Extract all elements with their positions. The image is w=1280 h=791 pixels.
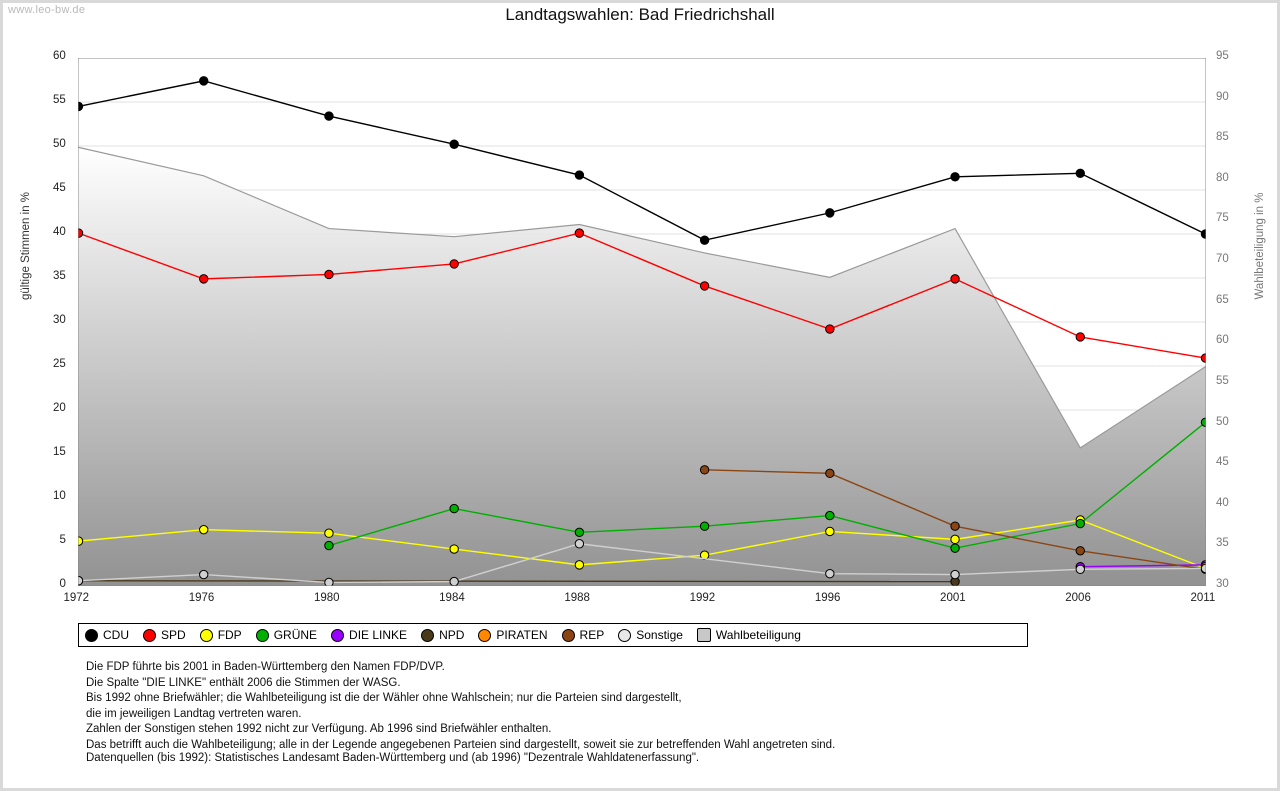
legend-item-label: SPD bbox=[161, 628, 186, 642]
legend-item-label: Sonstige bbox=[636, 628, 683, 642]
y-tick-right: 40 bbox=[1216, 496, 1229, 509]
y-tick-left: 15 bbox=[53, 446, 66, 458]
legend-marker-icon bbox=[331, 629, 344, 642]
y-tick-left: 50 bbox=[53, 138, 66, 150]
y-tick-left: 60 bbox=[53, 50, 66, 62]
series-point-sonstige bbox=[951, 570, 959, 578]
y-tick-right: 75 bbox=[1216, 212, 1229, 225]
series-point-grüne bbox=[700, 522, 708, 530]
series-point-cdu bbox=[450, 140, 458, 148]
series-point-spd bbox=[450, 260, 458, 268]
legend-marker-icon bbox=[143, 629, 156, 642]
series-point-spd bbox=[325, 270, 333, 278]
series-point-sonstige bbox=[450, 577, 458, 585]
legend-marker-icon bbox=[421, 629, 434, 642]
legend-item-fdp[interactable] bbox=[200, 628, 242, 642]
series-point-spd bbox=[575, 229, 583, 237]
y-tick-right: 70 bbox=[1216, 253, 1229, 266]
note-line: die im jeweiligen Landtag vertreten waren. bbox=[86, 707, 302, 720]
legend-item-rep[interactable] bbox=[562, 628, 605, 642]
series-point-cdu bbox=[200, 77, 208, 85]
legend-item-piraten[interactable] bbox=[478, 628, 547, 642]
series-point-spd bbox=[200, 275, 208, 283]
y-tick-right: 95 bbox=[1216, 50, 1229, 62]
chart-sources: Datenquellen (bis 1992): Statistisches Landesamt Baden-Württemberg und (ab 1996) "Dezentrale Wahldatenerfassung". bbox=[86, 752, 700, 764]
series-point-sonstige bbox=[1076, 565, 1084, 573]
note-line: Zahlen der Sonstigen stehen 1992 nicht zur Verfügung. Ab 1996 sind Briefwähler enthalten. bbox=[86, 723, 552, 735]
note-line: Bis 1992 ohne Briefwähler; die Wahlbeteiligung ist die der Wähler ohne Wahlschein; nur die Parteien sind dargestellt, bbox=[86, 692, 682, 704]
series-point-fdp bbox=[325, 529, 333, 537]
x-tick-2006: 2006 bbox=[1065, 592, 1091, 604]
series-point-grüne bbox=[575, 528, 583, 536]
note-line: Die FDP führte bis 2001 in Baden-Württemberg den Namen FDP/DVP. bbox=[86, 661, 445, 673]
x-tick-1992: 1992 bbox=[689, 592, 716, 604]
legend-item-label: NPD bbox=[439, 628, 465, 642]
series-point-cdu bbox=[1076, 169, 1084, 177]
legend-item-spd[interactable] bbox=[143, 628, 186, 642]
legend-item-wahlbeteiligung[interactable] bbox=[697, 628, 801, 642]
chart-notes bbox=[86, 660, 835, 753]
y-axis-label-right: Wahlbeteiligung in % bbox=[1254, 192, 1266, 300]
legend-item-label: GRÜNE bbox=[273, 628, 318, 642]
series-point-cdu bbox=[700, 236, 708, 244]
series-point-cdu bbox=[826, 209, 834, 217]
legend-marker-icon bbox=[85, 629, 98, 642]
y-tick-left: 40 bbox=[53, 226, 66, 238]
y-tick-left: 30 bbox=[53, 314, 66, 326]
page-title: Landtagswahlen: Bad Friedrichshall bbox=[505, 5, 775, 24]
series-point-fdp bbox=[951, 535, 959, 543]
x-tick-1976: 1976 bbox=[188, 592, 215, 604]
legend-marker-icon bbox=[256, 629, 269, 642]
x-tick-1996: 1996 bbox=[814, 592, 841, 604]
series-point-rep bbox=[1076, 547, 1084, 555]
note-line: Das betrifft auch die Wahlbeteiligung; alle in der Legende angegebenen Parteien sind dargestellt, soweit sie zur betreffenden Wahl angetreten sind. bbox=[86, 738, 836, 751]
y-axis-label-left: gültige Stimmen in % bbox=[20, 191, 32, 301]
series-point-grüne bbox=[1201, 418, 1206, 426]
y-tick-left: 10 bbox=[53, 490, 66, 502]
y-tick-left: 25 bbox=[53, 358, 66, 370]
legend-marker-icon bbox=[200, 629, 213, 642]
legend-marker-icon bbox=[697, 628, 711, 642]
y-tick-right: 60 bbox=[1216, 334, 1229, 347]
series-point-rep bbox=[700, 466, 708, 474]
legend-item-label: REP bbox=[579, 628, 605, 642]
legend-item-label: DIE LINKE bbox=[349, 628, 408, 642]
y-tick-right: 50 bbox=[1216, 415, 1229, 428]
series-point-cdu bbox=[575, 171, 583, 179]
series-point-spd bbox=[700, 282, 708, 290]
note-line: Die Spalte "DIE LINKE" enthält 2006 die Stimmen der WASG. bbox=[86, 676, 401, 689]
y-tick-left: 45 bbox=[53, 182, 66, 194]
series-point-cdu bbox=[951, 173, 959, 181]
legend-marker-icon bbox=[478, 629, 491, 642]
series-point-fdp bbox=[450, 545, 458, 553]
series-point-grüne bbox=[325, 541, 333, 549]
y-tick-right: 35 bbox=[1216, 537, 1229, 550]
y-tick-left: 35 bbox=[53, 270, 66, 282]
legend-item-label: Wahlbeteiligung bbox=[715, 628, 801, 642]
series-point-rep bbox=[951, 522, 959, 530]
legend-item-sonstige[interactable] bbox=[618, 628, 683, 642]
chart-svg bbox=[78, 58, 1206, 586]
series-point-fdp bbox=[575, 561, 583, 569]
legend-item-die-linke[interactable] bbox=[331, 628, 407, 642]
y-tick-left: 5 bbox=[59, 534, 66, 546]
series-point-cdu bbox=[325, 112, 333, 120]
legend-item-grüne[interactable] bbox=[256, 628, 317, 642]
legend-item-label: CDU bbox=[103, 628, 129, 642]
series-point-spd bbox=[951, 275, 959, 283]
series-point-sonstige bbox=[78, 577, 83, 585]
series-point-sonstige bbox=[325, 578, 333, 586]
y-tick-right: 80 bbox=[1216, 171, 1229, 184]
series-line-npd bbox=[79, 581, 956, 582]
x-tick-2001: 2001 bbox=[940, 592, 966, 604]
series-point-spd bbox=[78, 229, 83, 237]
series-point-sonstige bbox=[575, 540, 583, 548]
y-tick-right: 85 bbox=[1216, 131, 1229, 144]
legend-item-label: FDP bbox=[217, 628, 242, 642]
series-point-rep bbox=[826, 469, 834, 477]
y-tick-right: 90 bbox=[1216, 90, 1229, 103]
series-point-sonstige bbox=[1201, 564, 1206, 572]
x-tick-1972: 1972 bbox=[63, 592, 90, 604]
series-point-spd bbox=[1201, 354, 1206, 362]
watermark: www.leo-bw.de bbox=[8, 4, 86, 16]
series-point-grüne bbox=[1076, 519, 1084, 527]
series-point-sonstige bbox=[200, 570, 208, 578]
series-point-fdp bbox=[78, 537, 83, 545]
series-point-spd bbox=[826, 325, 834, 333]
series-point-cdu bbox=[1201, 230, 1206, 238]
series-point-grüne bbox=[450, 504, 458, 512]
x-tick-1980: 1980 bbox=[313, 592, 340, 604]
series-point-sonstige bbox=[826, 569, 834, 577]
legend-item-npd[interactable] bbox=[421, 628, 464, 642]
series-point-cdu bbox=[78, 102, 83, 110]
series-point-spd bbox=[1076, 333, 1084, 341]
series-point-grüne bbox=[826, 511, 834, 519]
y-tick-left: 55 bbox=[53, 94, 66, 106]
chart-plot-area bbox=[78, 58, 1206, 586]
y-tick-right: 55 bbox=[1216, 374, 1229, 387]
y-tick-right: 30 bbox=[1216, 578, 1229, 590]
x-tick-1988: 1988 bbox=[564, 592, 590, 604]
x-tick-1984: 1984 bbox=[439, 592, 465, 604]
y-tick-left: 20 bbox=[53, 402, 66, 414]
x-tick-2011: 2011 bbox=[1190, 592, 1216, 604]
series-point-grüne bbox=[951, 544, 959, 552]
legend-item-label: PIRATEN bbox=[496, 628, 548, 642]
legend-marker-icon bbox=[618, 629, 631, 642]
series-point-fdp bbox=[826, 527, 834, 535]
y-tick-right: 65 bbox=[1216, 293, 1229, 306]
series-point-fdp bbox=[200, 525, 208, 533]
legend-item-cdu[interactable] bbox=[85, 628, 129, 642]
y-tick-right: 45 bbox=[1216, 456, 1229, 469]
legend-marker-icon bbox=[562, 629, 575, 642]
y-tick-left: 0 bbox=[59, 578, 66, 590]
chart-legend bbox=[78, 623, 1028, 647]
